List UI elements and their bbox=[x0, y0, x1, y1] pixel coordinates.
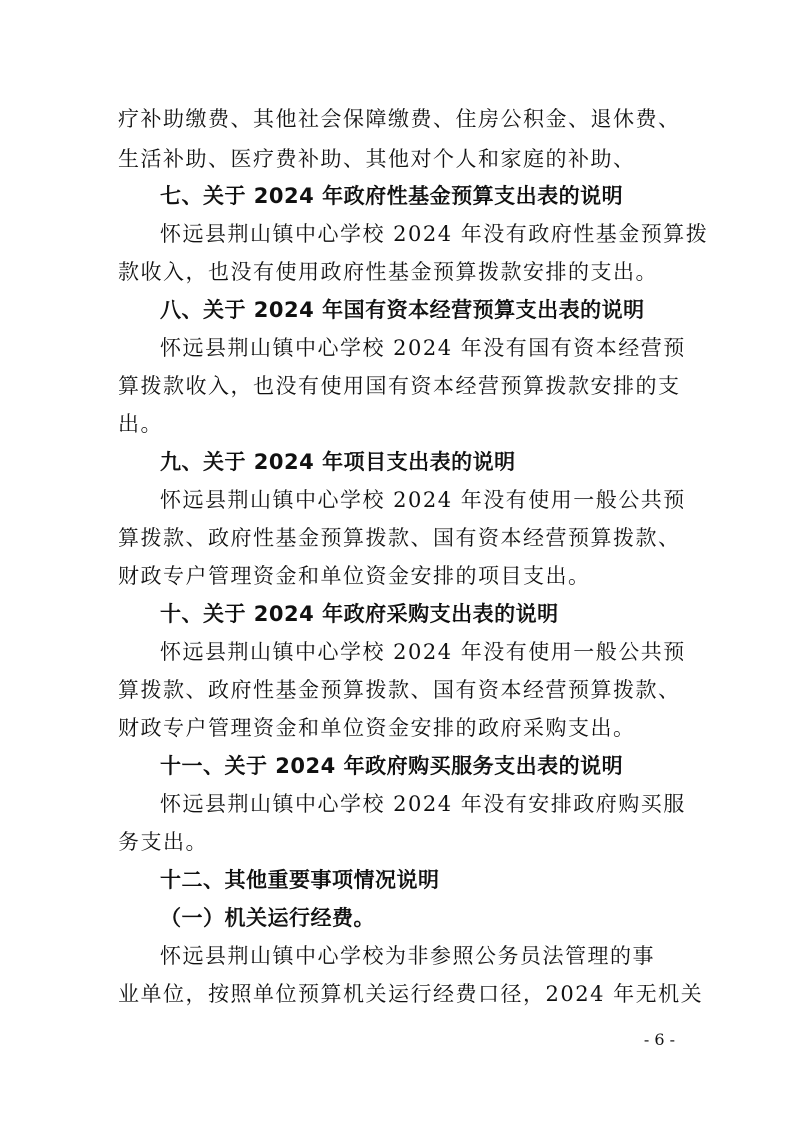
section-heading: 十二、其他重要事项情况说明 bbox=[160, 868, 440, 892]
paragraph-first-line: 怀远县荆山镇中心学校 2024 年没有使用一般公共预 bbox=[160, 640, 686, 664]
section-heading: 八、关于 2024 年国有资本经营预算支出表的说明 bbox=[160, 298, 645, 322]
paragraph-first-line: 怀远县荆山镇中心学校 2024 年没有安排政府购买服 bbox=[160, 792, 686, 816]
section-heading: 七、关于 2024 年政府性基金预算支出表的说明 bbox=[160, 184, 624, 208]
body-line: 财政专户管理资金和单位资金安排的政府采购支出。 bbox=[118, 716, 636, 740]
paragraph-first-line: 怀远县荆山镇中心学校 2024 年没有使用一般公共预 bbox=[160, 488, 686, 512]
body-line: 疗补助缴费、其他社会保障缴费、住房公积金、退休费、 bbox=[118, 107, 681, 131]
paragraph-first-line: 怀远县荆山镇中心学校 2024 年没有国有资本经营预 bbox=[160, 336, 686, 360]
body-line: 算拨款、政府性基金预算拨款、国有资本经营预算拨款、 bbox=[118, 526, 681, 550]
page-number: - 6 - bbox=[643, 1030, 675, 1049]
body-line: 务支出。 bbox=[118, 830, 208, 854]
section-heading: 十一、关于 2024 年政府购买服务支出表的说明 bbox=[160, 754, 624, 778]
paragraph-first-line: 怀远县荆山镇中心学校为非参照公务员法管理的事 bbox=[160, 944, 655, 968]
body-line: 财政专户管理资金和单位资金安排的项目支出。 bbox=[118, 564, 591, 588]
section-heading: 九、关于 2024 年项目支出表的说明 bbox=[160, 450, 516, 474]
body-line: 算拨款收入，也没有使用国有资本经营预算拨款安排的支 bbox=[118, 374, 681, 398]
body-line: 算拨款、政府性基金预算拨款、国有资本经营预算拨款、 bbox=[118, 678, 681, 702]
subsection-heading: （一）机关运行经费。 bbox=[160, 906, 375, 930]
body-line: 生活补助、医疗费补助、其他对个人和家庭的补助、 bbox=[118, 147, 636, 171]
body-line: 款收入，也没有使用政府性基金预算拨款安排的支出。 bbox=[118, 260, 658, 284]
body-line: 出。 bbox=[118, 412, 163, 436]
section-heading: 十、关于 2024 年政府采购支出表的说明 bbox=[160, 602, 559, 626]
body-line: 业单位，按照单位预算机关运行经费口径，2024 年无机关 bbox=[118, 982, 704, 1006]
paragraph-first-line: 怀远县荆山镇中心学校 2024 年没有政府性基金预算拨 bbox=[160, 222, 709, 246]
